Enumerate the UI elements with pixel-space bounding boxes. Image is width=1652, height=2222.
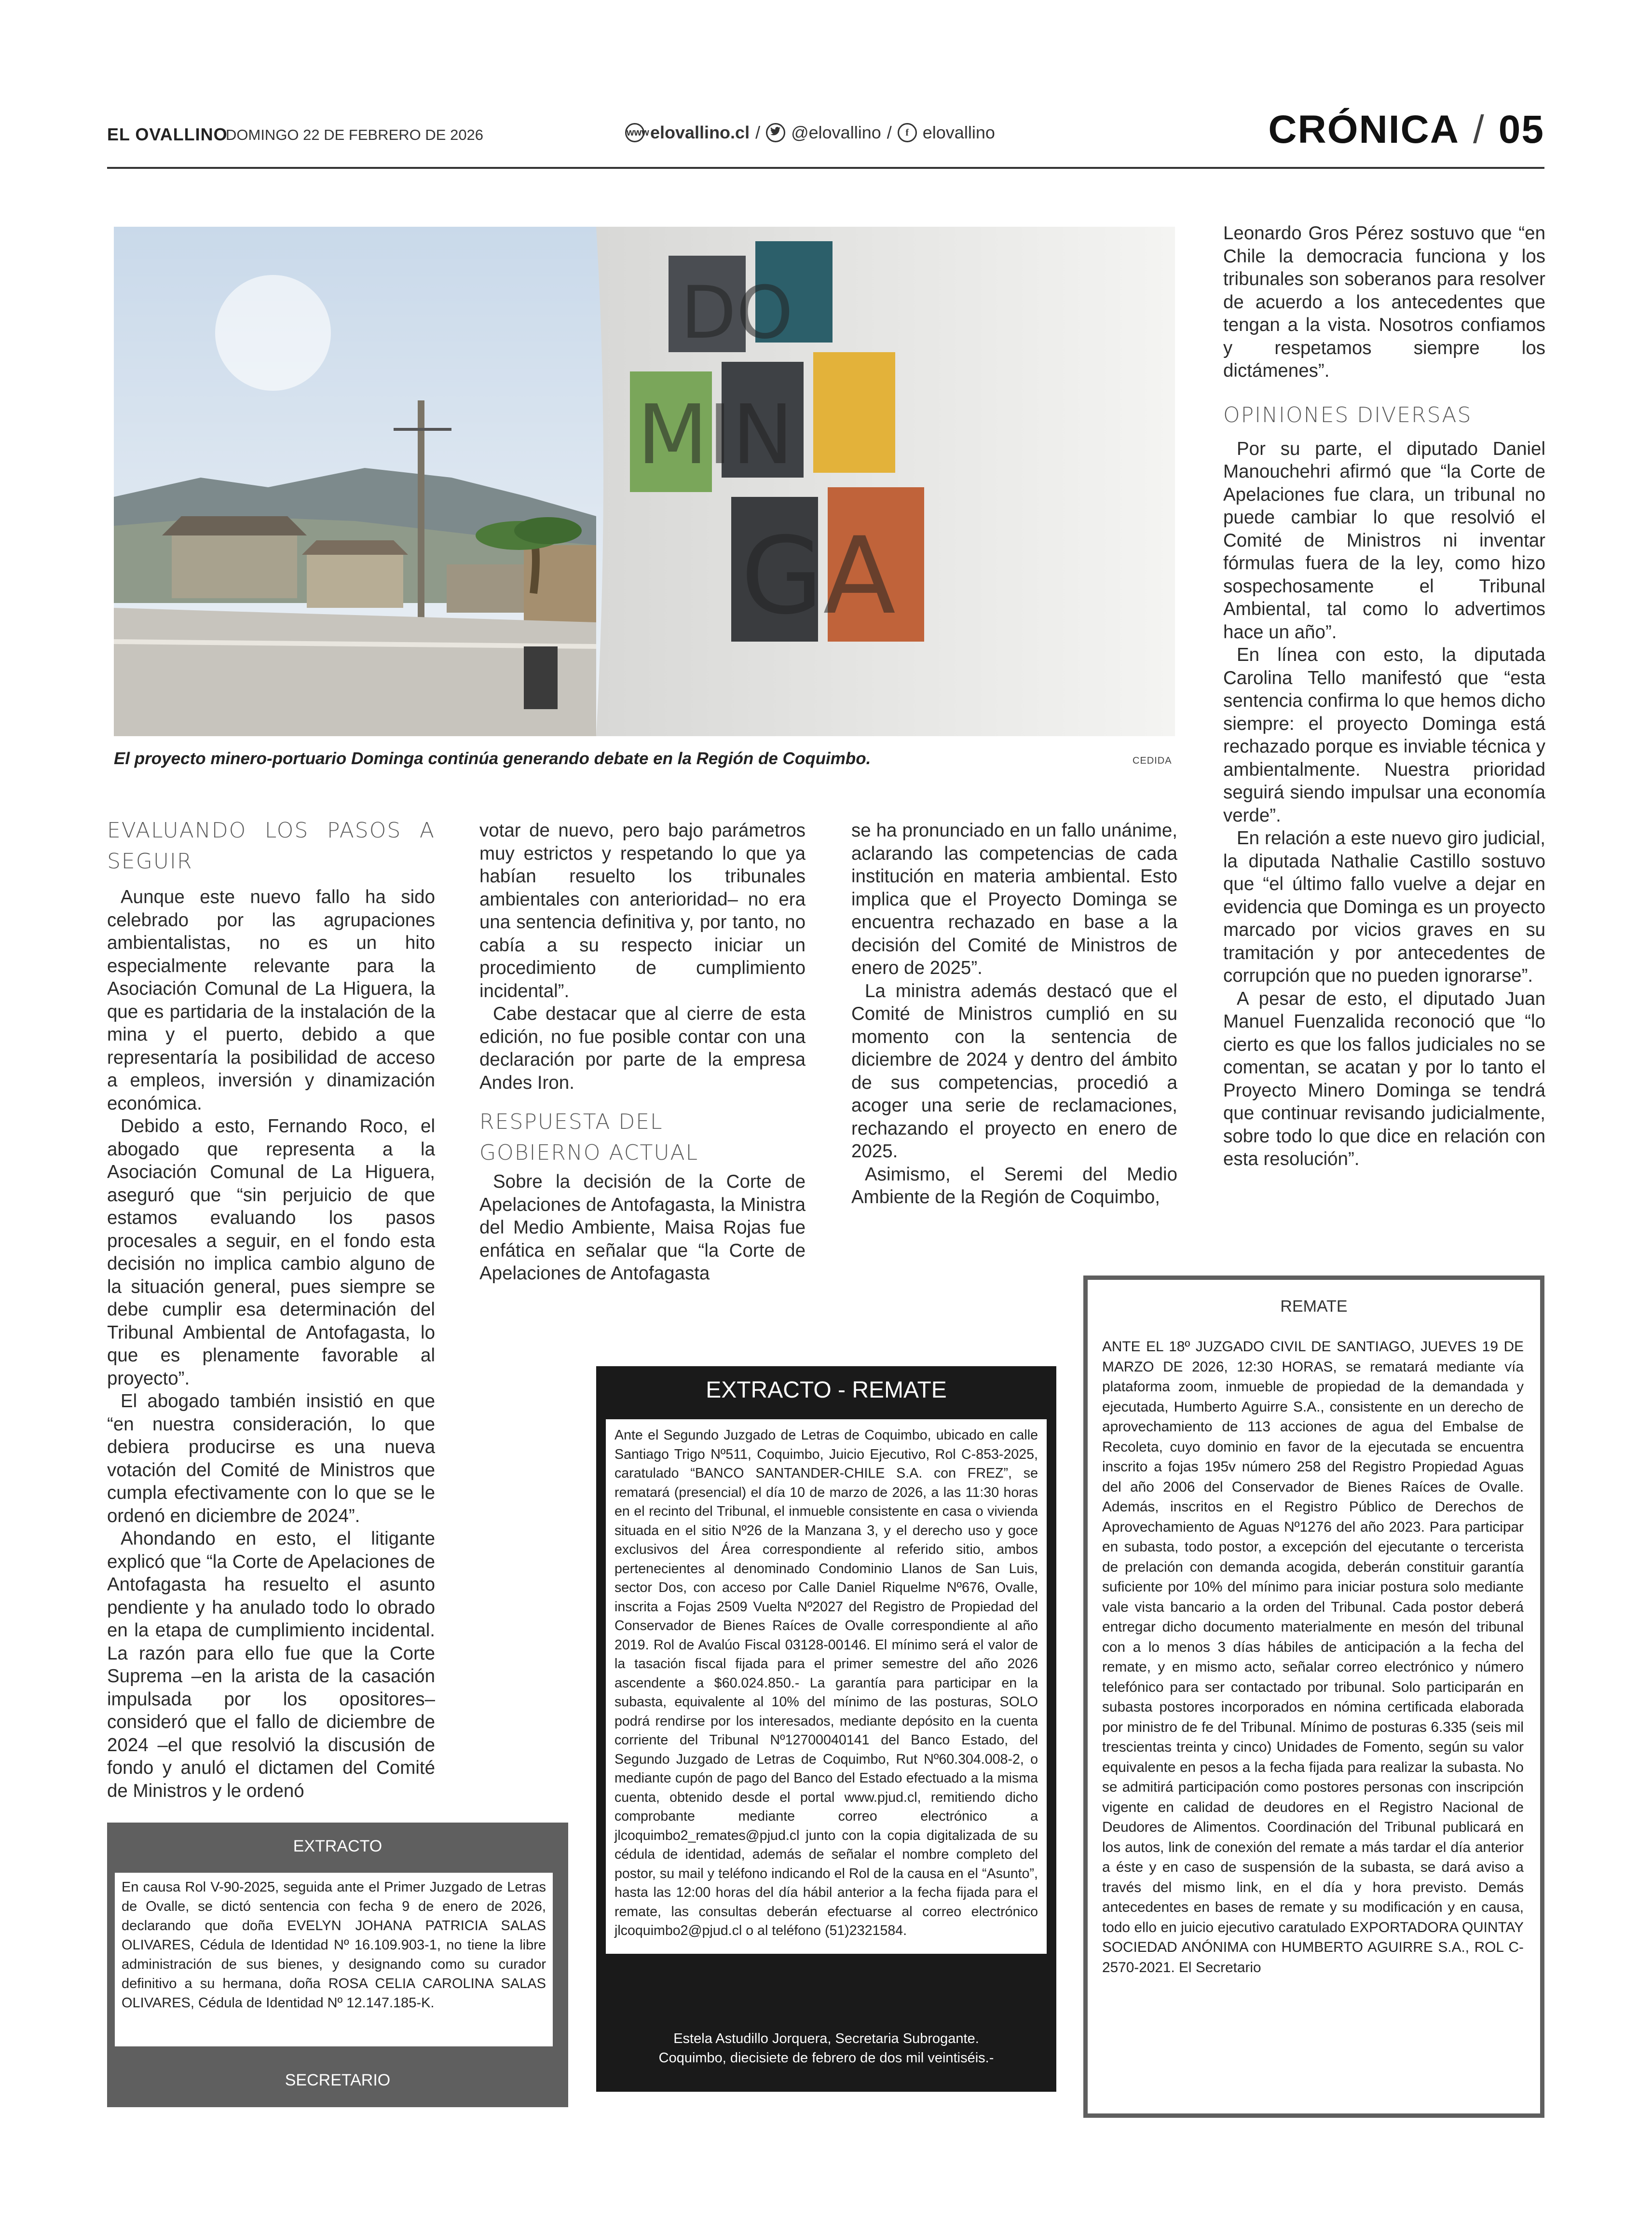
paragraph: votar de nuevo, pero bajo parámetros muy estrictos y respetando lo que ya habían resuelto los tribunales ambientales con anterioridad– no era una sentencia definitiva y, por tanto, no cabía a su respecto iniciar un procedimiento de cumplimiento incidental”. (479, 820, 806, 1001)
subheading-respuesta-line2: GOBIERNO ACTUAL (479, 1140, 699, 1165)
photo-caption: El proyecto minero-portuario Dominga continúa generando debate en la Región de Coquimbo. (114, 749, 871, 768)
paragraph: Asimismo, el Seremi del Medio Ambiente de la Región de Coquimbo, (851, 1164, 1177, 1207)
paragraph: En línea con esto, la diputada Carolina Tello manifestó que “esta sentencia confirma lo que hemos dicho siempre: el proyecto Dominga está rechazado porque es inviable técnica y ambientalmente. Nuestra prioridad seguirá siendo impulsar una economía verde”. (1223, 645, 1545, 826)
paragraph: Ahondando en esto, el litigante explicó que “la Corte de Apelaciones de Antofagasta ha resuelto el asunto pendiente y ha anulado todo lo obrado en la etapa de cumplimiento incidental. La razón para ello fue que la Corte Suprema –en la arista de la casación impulsada por los opositores– consideró que el fallo de diciembre de 2024 –el que resolvió la discusión de fondo y anuló el dictamen del Comité de Ministros y le ordenó (107, 1528, 435, 1801)
extracto-title: EXTRACTO (293, 1837, 382, 1855)
paragraph: Cabe destacar que al cierre de esta edición, no fue posible contar con una declaración por parte de la empresa Andes Iron. (479, 1003, 806, 1093)
sign-letters-row2: MIN (637, 387, 793, 483)
paragraph: A pesar de esto, el diputado Juan Manuel Fuenzalida reconoció que “lo cierto es que los fallos judiciales no se comentan, se acatan y por lo tanto el Proyecto Minero Dominga se tendrá que continuar revisando judicialmente, sobre todo lo que dice en relación con esta resolución”. (1223, 988, 1545, 1169)
subheading-respuesta-line1: RESPUESTA DEL (479, 1110, 663, 1134)
section-name: CRÓNICA (1268, 108, 1460, 151)
extracto-body: En causa Rol V-90-2025, seguida ante el Primer Juzgado de Letras de Ovalle, se dictó sentencia con fecha 9 de enero de 2026, declarando que doña EVELYN JOHANA PATRICIA SALAS OLIVARES, Cédula de Identidad Nº 16.109.903-1, no tiene la libre administración de sus bienes, y designando como su curador definitivo a su hermana, doña ROSA CELIA CAROLINA SALAS OLIVARES, Cédula de Identidad Nº 12.147.185-K. (115, 1873, 553, 2046)
social-links (625, 123, 995, 143)
paragraph: Por su parte, el diputado Daniel Manouchehri afirmó que “la Corte de Apelaciones fue clara, un tribunal no puede cambiar lo que resolvió el Comité de Ministros ni inventar fórmulas fuera de la ley, como hizo sospechosamente el Tribunal Ambiental, tal como lo advertimos hace un año”. (1223, 438, 1545, 643)
website-link[interactable]: elovallino.cl (650, 123, 750, 142)
extracto-remate-body: Ante el Segundo Juzgado de Letras de Coquimbo, ubicado en calle Santiago Trigo Nº511, Coquimbo, Juicio Ejecutivo, Rol C-853-2025, caratulado “BANCO SANTANDER-CHILE S.A. con FREZ”, se rematará (presencial) el día 10 de marzo de 2026, a las 11:30 horas en el recinto del Tribunal, el inmueble consistente en casa o vivienda situada en el sitio Nº26 de la Manzana 3, y el derecho uso y goce exclusivos del Área correspondiente al referido sitio, ambos pertenecientes al denominado Condominio Llanos de San Luis, sector Dos, con acceso por Calle Daniel Riquelme Nº676, Ovalle, inscrita a Fojas 2509 Vuelta Nº2027 del Registro de Propiedad del Conservador de Bienes Raíces de Ovalle correspondiente al año 2019. Rol de Avalúo Fiscal 03128-00146. El mínimo será el valor de la tasación fiscal fijada para el primer semestre del año 2026 ascendente a $60.024.850.- La garantía para participar en la subasta, equivalente al 10% del mínimo de las posturas, SOLO podrá rendirse por los interesados, mediante depósito en la cuenta corriente del Tribunal Nº12700040141 del Banco Estado, del Segundo Juzgado de Letras de Coquimbo, Rut Nº60.304.008-2, o mediante cupón de pago del Banco del Estado efectuado a la misma cuenta, obtenido desde el portal www.pjud.cl, remitiendo dicho comprobante mediante correo electrónico a jlcoquimbo2_remates@pjud.cl junto con la copia digitalizada de su cédula de identidad, además de señalar el nombre completo del postor, su mail y teléfono indicando el Rol de la causa en el “Asunto”, hasta las 12:00 horas del día hábil anterior a la fecha fijada para el remate, las consultas deberán efectuarse al correo electrónico jlcoquimbo2@pjud.cl o al teléfono (51)2321584. (606, 1419, 1047, 1954)
extracto-notice (107, 1823, 568, 2107)
section-slash: / (1473, 108, 1485, 151)
article-photo (114, 227, 1175, 736)
brand-name: EL OVALLINO (107, 124, 228, 144)
subheading-evaluando: EVALUANDO LOS PASOS A SEGUIR (107, 818, 435, 874)
subheading-opiniones: OPINIONES DIVERSAS (1223, 402, 1472, 427)
extracto-remate-notice (596, 1366, 1056, 2092)
page-number: 05 (1498, 108, 1544, 151)
article-column-3 (851, 819, 1177, 1209)
article-column-4 (1223, 222, 1545, 1171)
section-label (1268, 107, 1544, 152)
paragraph: El abogado también insistió en que “en nuestra consideración, lo que debiera producirse es una nueva votación del Comité de Ministros que cumpla efectivamente con lo que se le ordenó en diciembre de 2024”. (107, 1391, 435, 1526)
extracto-remate-title: EXTRACTO - REMATE (706, 1377, 947, 1403)
separator: / (887, 123, 892, 142)
article-column-2 (479, 819, 806, 1285)
remate-notice (1083, 1276, 1544, 2118)
twitter-icon (766, 123, 785, 142)
paragraph: se ha pronunciado en un fallo unánime, aclarando las competencias de cada institución en materia ambiental. Esto implica que el Proyecto Dominga se encuentra rechazado en base a la decisión del Comité de Ministros de enero de 2025”. (851, 820, 1177, 978)
web-icon: www (625, 123, 644, 142)
separator: / (755, 123, 761, 142)
sign-letters-row3: GA (741, 514, 896, 638)
header-rule (107, 167, 1544, 169)
signature-line-1: Estela Astudillo Jorquera, Secretaria Subrogante. (673, 2031, 979, 2046)
facebook-handle[interactable]: elovallino (922, 123, 995, 142)
twitter-handle[interactable]: @elovallino (791, 123, 881, 142)
remate-title: REMATE (1280, 1297, 1348, 1316)
extracto-remate-signature (596, 2029, 1056, 2068)
publication-date: DOMINGO 22 DE FEBRERO DE 2026 (226, 126, 484, 143)
signature-line-2: Coquimbo, diecisiete de febrero de dos mil veintiséis.- (658, 2050, 994, 2066)
photo-credit: CEDIDA (1133, 755, 1172, 766)
paragraph: En relación a este nuevo giro judicial, la diputada Nathalie Castillo sostuvo que “el último fallo vuelve a dejar en evidencia que Dominga es un proyecto marcado por vicios graves en su tramitación y por antecedentes de corrupción que no pueden ignorarse”. (1223, 828, 1545, 986)
facebook-icon: f (898, 123, 917, 142)
article-column-1 (107, 815, 435, 1802)
paragraph: Sobre la decisión de la Corte de Apelaciones de Antofagasta, la Ministra del Medio Ambiente, Maisa Rojas fue enfática en señalar que “la Corte de Apelaciones de Antofagasta (479, 1171, 806, 1284)
paragraph: La ministra además destacó que el Comité de Ministros cumplió en su momento con la sentencia de diciembre de 2024 y dentro del ámbito de sus competencias, procedió a acoger una serie de reclamaciones, rechazando el proyecto en enero de 2025. (851, 980, 1177, 1162)
paragraph: Leonardo Gros Pérez sostuvo que “en Chile la democracia funciona y los tribunales son soberanos para resolver de acuerdo a los antecedentes que tengan a la vista. Nosotros confiamos y respetamos siempre los dictámenes”. (1223, 223, 1545, 381)
paragraph: Debido a esto, Fernando Roco, el abogado que representa a la Asociación Comunal de La Higuera, aseguró que “sin perjuicio de que estamos evaluando los pasos procesales a seguir, en el fondo esta decisión no implica cambio alguno de la situación general, pues siempre se debe cumplir esa determinación del Tribunal Ambiental de Antofagasta, lo que es plenamente favorable al proyecto”. (107, 1116, 435, 1389)
extracto-footer: SECRETARIO (285, 2071, 391, 2089)
sign-letters-row1: DO (681, 271, 793, 355)
dominga-sign-photo (114, 227, 1175, 736)
paragraph: Aunque este nuevo fallo ha sido celebrado por las agrupaciones ambientalistas, no es un hito especialmente relevante para la Asociación Comunal de La Higuera, la que es partidaria de la instalación de la mina y el puerto, debido a que representaría la posibilidad de acceso a empleos, inversión y dinamización económica. (107, 887, 435, 1114)
remate-body: ANTE EL 18º JUZGADO CIVIL DE SANTIAGO, JUEVES 19 DE MARZO DE 2026, 12:30 HORAS, se rematará mediante vía plataforma zoom, inmueble de propiedad de la demandada y ejecutada, Humberto Aguirre S.A., consistente en un derecho de aprovechamiento de 113 acciones de agua del Embalse de Recoleta, cuyo dominio en favor de la ejecutada se encuentra inscrito a fojas 195v número 258 del Registro Propiedad Aguas del año 2006 del Conservador de Bienes Raíces de Ovalle. Además, inscritos en el Registro Público de Derechos de Aprovechamiento de Aguas Nº1276 del año 2023. Para participar en subasta, todo postor, a excepción del ejecutante o tercerista de prelación con demanda acogida, deberán constituir garantía suficiente por 10% del mínimo para iniciar postura solo mediante vale vista bancario a la orden del Tribunal. Cada postor deberá entregar dicho documento materialmente en mesón del tribunal con a lo menos 3 días hábiles de anticipación a la fecha del remate, y en mismo acto, señalar correo electrónico y número telefónico para ser contactado por tribunal. Solo participarán en subasta postores incorporados en nómina certificada elaborada por ministro de fe del Tribunal. Mínimo de posturas 6.335 (seis mil trescientas treinta y cinco) Unidades de Fomento, según su valor equivalente en pesos a la fecha fijada para realizar la subasta. No se admitirá participación como postores personas con inscripción vigente en calidad de deudores en el Registro Nacional de Deudores de Alimentos. Coordinación del Tribunal publicará en los autos, link de conexión del remate a más tardar el día anterior a éste y en caso de suspensión de la subasta, se dará aviso a través del mismo link, en el día y hora previsto. Demás antecedentes en bases de remate y su modificación y en causa, todo ello en juicio ejecutivo caratulado EXPORTADORA QUINTAY SOCIEDAD ANÓNIMA con HUMBERTO AGUIRRE S.A., ROL C-2570-2021. El Secretario (1102, 1339, 1524, 1975)
